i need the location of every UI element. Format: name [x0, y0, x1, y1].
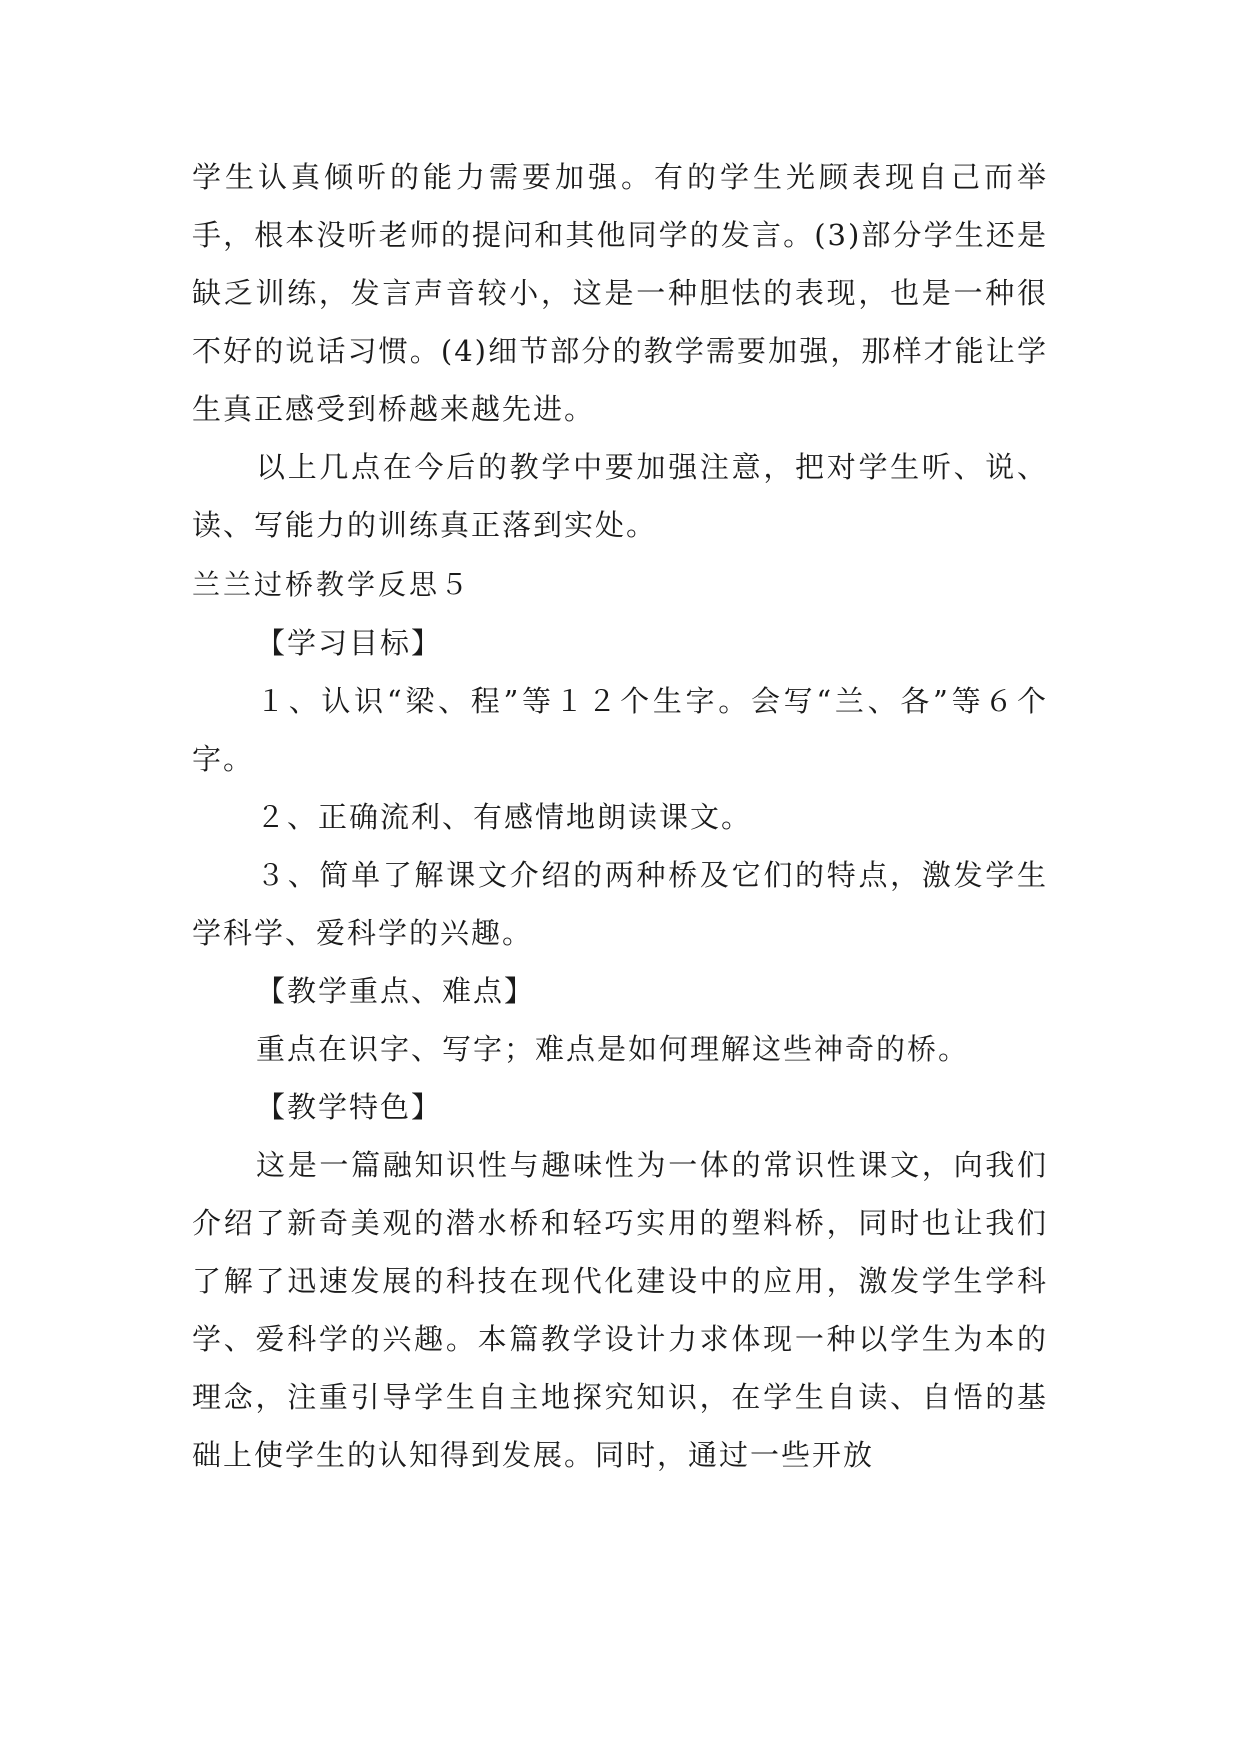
- section-block: [192, 556, 1048, 1484]
- objectives-heading: 【学习目标】: [256, 626, 443, 660]
- paragraph-conclusion: 以上几点在今后的教学中要加强注意，把对学生听、说、读、写能力的训练真正落到实处。: [192, 450, 1048, 542]
- key-points-text: 重点在识字、写字；难点是如何理解这些神奇的桥。: [256, 1032, 970, 1066]
- paragraph-continued: 学生认真倾听的能力需要加强。有的学生光顾表现自己而举手，根本没听老师的提问和其他同学的发言。(3)部分学生还是缺乏训练，发言声音较小，这是一种胆怯的表现，也是一种很不好的说话习惯。(4)细节部分的教学需要加强，那样才能让学生真正感受到桥越来越先进。: [192, 160, 1048, 426]
- section-title: 兰兰过桥教学反思５: [192, 568, 472, 601]
- objective-item: ３、简单了解课文介绍的两种桥及它们的特点，激发学生学科学、爱科学的兴趣。: [192, 858, 1048, 950]
- features-heading: 【教学特色】: [256, 1090, 443, 1124]
- features-text: 这是一篇融知识性与趣味性为一体的常识性课文，向我们介绍了新奇美观的潜水桥和轻巧实用的塑料桥，同时也让我们了解了迅速发展的科技在现代化建设中的应用，激发学生学科学、爱科学的兴趣。本篇教学设计力求体现一种以学生为本的理念，注重引导学生自主地探究知识，在学生自读、自悟的基础上使学生的认知得到发展。同时，通过一些开放: [192, 1148, 1048, 1472]
- key-points-heading: 【教学重点、难点】: [256, 974, 536, 1008]
- objective-item: ２、正确流利、有感情地朗读课文。: [256, 800, 753, 834]
- continued-text-block: [192, 148, 1048, 554]
- objective-item: １、认识“梁、程”等１２个生字。会写“兰、各”等６个字。: [192, 684, 1048, 776]
